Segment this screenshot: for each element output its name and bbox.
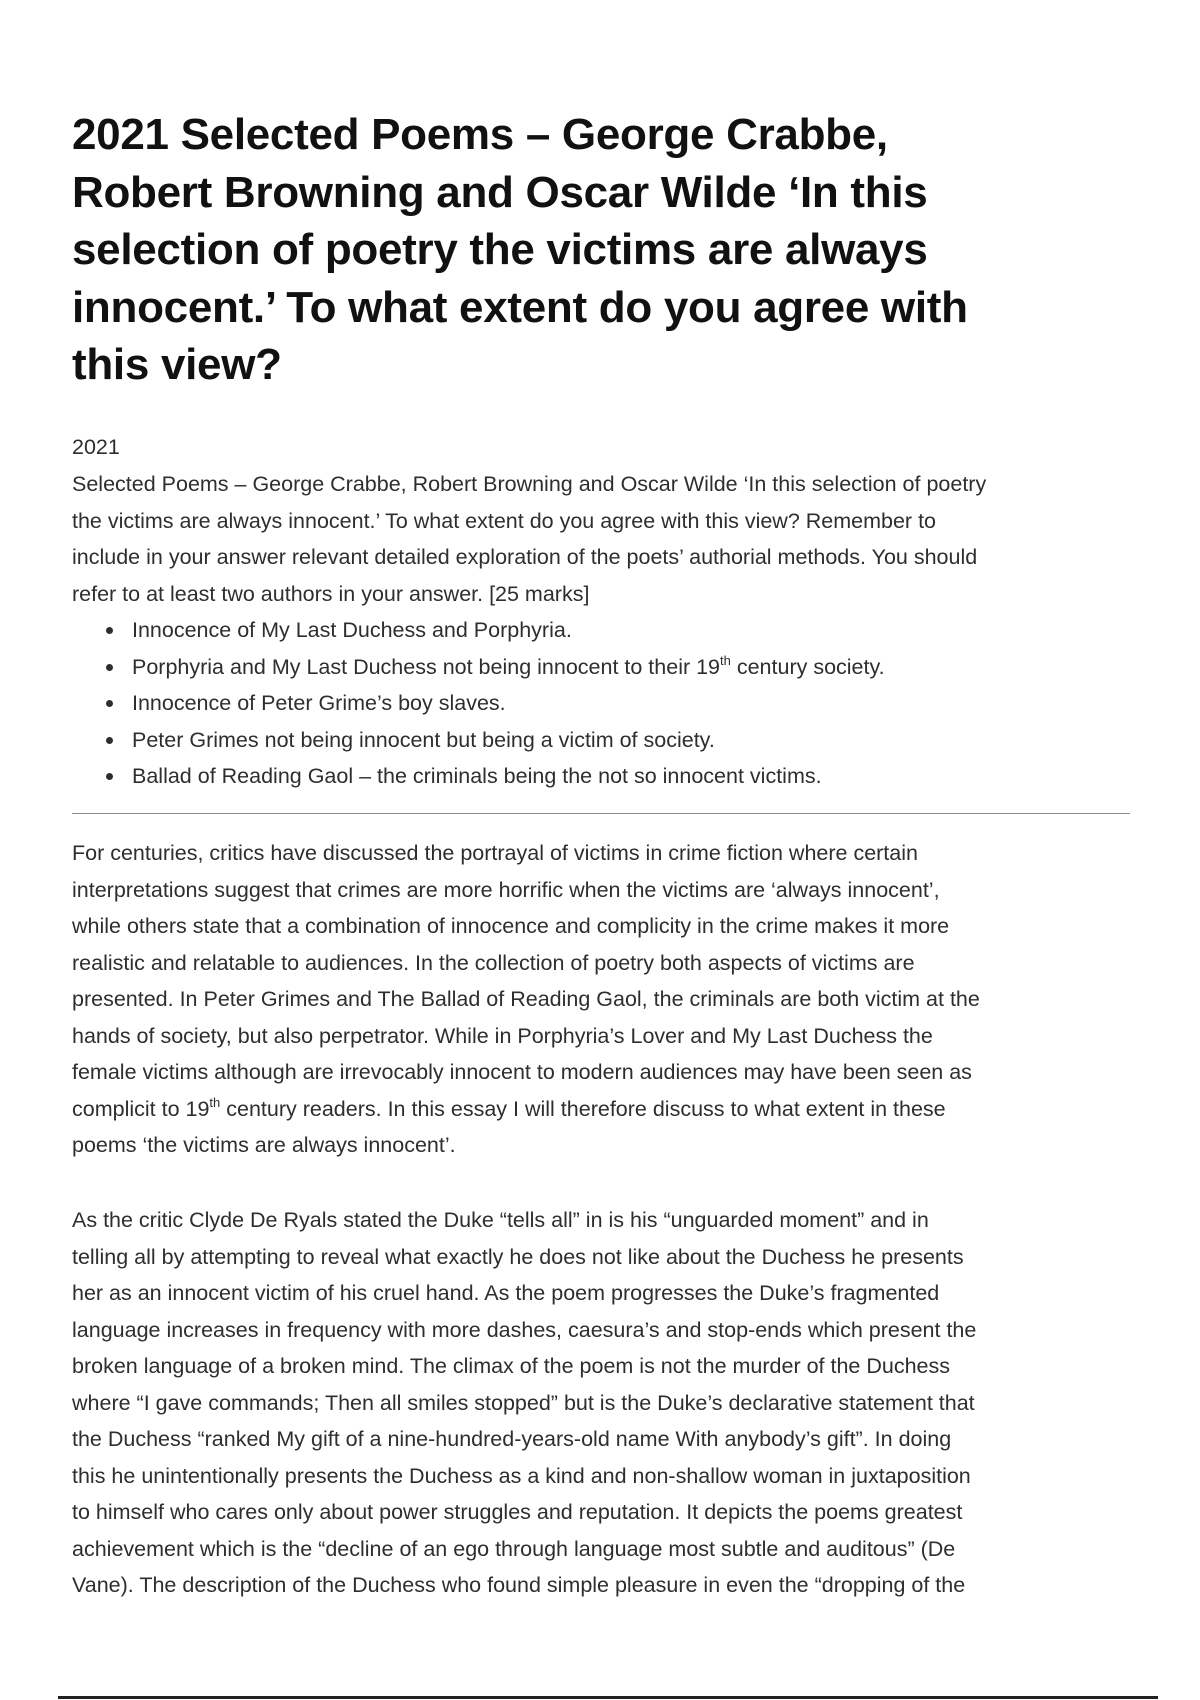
line-text: Ballad of Reading Gaol – the criminals being the not so innocent victims. bbox=[132, 764, 822, 789]
paragraph-line bbox=[72, 1054, 1182, 1091]
line-text: century readers. In this essay I will therefore discuss to what extent in these bbox=[220, 1096, 946, 1121]
line-text: interpretations suggest that crimes are more horrific when the victims are ‘always innocent’, bbox=[72, 877, 940, 902]
paragraph-line bbox=[72, 1531, 1182, 1568]
line-text: language increases in frequency with more dashes, caesura’s and stop-ends which present the bbox=[72, 1317, 977, 1342]
paragraph-line bbox=[72, 1421, 1182, 1458]
paragraph-line bbox=[72, 1385, 1182, 1422]
line-text: For centuries, critics have discussed the portrayal of victims in crime fiction where certain bbox=[72, 841, 918, 865]
paragraph-line bbox=[72, 835, 1182, 872]
line-text: century society. bbox=[730, 654, 885, 679]
line-text: presented. In Peter Grimes and The Ballad of Reading Gaol, the criminals are both victim at the bbox=[72, 987, 980, 1011]
line-text: achievement which is the “decline of an ego through language most subtle and auditous” (De bbox=[72, 1536, 956, 1561]
bullet-icon bbox=[106, 664, 113, 671]
paragraph-line bbox=[72, 945, 1182, 982]
line-text: complicit to 19 bbox=[72, 1096, 210, 1121]
body-paragraph bbox=[72, 1202, 1182, 1604]
title-line: Robert Browning and Oscar Wilde ‘In this bbox=[72, 167, 928, 217]
paragraph-line bbox=[72, 1348, 1182, 1385]
bullet-item bbox=[96, 649, 1200, 686]
question-line: the victims are always innocent.’ To what extent do you agree with this view? Remember to bbox=[72, 508, 936, 533]
title-line: 2021 Selected Poems – George Crabbe, bbox=[72, 110, 888, 159]
paragraph-line bbox=[72, 1239, 1182, 1276]
introduction-paragraph bbox=[72, 835, 1182, 1164]
line-text: to himself who cares only about power struggles and reputation. It depicts the poems greatest bbox=[72, 1500, 963, 1524]
line-text: hands of society, but also perpetrator. While in Porphyria’s Lover and My Last Duchess the bbox=[72, 1023, 933, 1048]
line-text: telling all by attempting to reveal what exactly he does not like about the Duchess he presents bbox=[72, 1244, 964, 1269]
line-text: Innocence of Peter Grime’s boy slaves. bbox=[132, 691, 506, 716]
question-line: refer to at least two authors in your answer. [25 marks] bbox=[72, 581, 590, 606]
line-text: As the critic Clyde De Ryals stated the Duke “tells all” in is his “unguarded moment” and in bbox=[72, 1208, 929, 1232]
paragraph-line bbox=[72, 1127, 1182, 1164]
bullet-icon bbox=[106, 773, 113, 780]
superscript: th bbox=[209, 1094, 221, 1110]
divider bbox=[72, 813, 1130, 814]
paragraph-line bbox=[72, 1567, 1182, 1604]
line-text: realistic and relatable to audiences. In the collection of poetry both aspects of victims are bbox=[72, 950, 915, 975]
page-bottom-rule bbox=[58, 1696, 1158, 1699]
paragraph-line bbox=[72, 981, 1182, 1018]
question-line: Selected Poems – George Crabbe, Robert Browning and Oscar Wilde ‘In this selection of poetry bbox=[72, 472, 987, 496]
line-text: while others state that a combination of innocence and complicity in the crime makes it more bbox=[72, 914, 950, 938]
bullet-icon bbox=[106, 627, 113, 634]
paragraph-line bbox=[72, 1312, 1182, 1349]
bullet-icon bbox=[106, 737, 113, 744]
bullet-item bbox=[96, 758, 1200, 795]
line-text: Porphyria and My Last Duchess not being innocent to their 19 bbox=[132, 654, 721, 679]
superscript: th bbox=[720, 652, 731, 668]
paragraph-line bbox=[72, 1458, 1182, 1495]
bullet-item bbox=[96, 612, 1200, 649]
line-text: Vane). The description of the Duchess who found simple pleasure in even the “dropping of the bbox=[72, 1573, 966, 1597]
paragraph-line bbox=[72, 872, 1182, 909]
line-text: female victims although are irrevocably innocent to modern audiences may have been seen as bbox=[72, 1060, 972, 1084]
line-text: this he unintentionally presents the Duchess as a kind and non-shallow woman in juxtaposition bbox=[72, 1463, 971, 1488]
question-line: include in your answer relevant detailed exploration of the poets’ authorial methods. You should bbox=[72, 545, 978, 569]
bullet-item bbox=[96, 722, 1200, 759]
page-title bbox=[72, 106, 1172, 394]
paragraph-line bbox=[72, 1091, 1182, 1128]
line-text: the Duchess “ranked My gift of a nine-hundred-years-old name With anybody’s gift”. In doing bbox=[72, 1427, 952, 1451]
line-text: poems ‘the victims are always innocent’. bbox=[72, 1133, 456, 1157]
line-text: her as an innocent victim of his cruel hand. As the poem progresses the Duke’s fragmented bbox=[72, 1281, 940, 1305]
paragraph-line bbox=[72, 1018, 1182, 1055]
paragraph-line bbox=[72, 1275, 1182, 1312]
bullet-item bbox=[96, 685, 1200, 722]
plan-bullet-list bbox=[96, 612, 1200, 795]
title-line: innocent.’ To what extent do you agree with bbox=[72, 282, 968, 332]
line-text: where “I gave commands; Then all smiles stopped” but is the Duke’s declarative statement that bbox=[72, 1390, 975, 1415]
line-text: broken language of a broken mind. The climax of the poem is not the murder of the Duchess bbox=[72, 1354, 951, 1378]
bullet-icon bbox=[106, 700, 113, 707]
title-line: selection of poetry the victims are always bbox=[72, 225, 928, 274]
year-label: 2021 bbox=[72, 435, 120, 459]
paragraph-line bbox=[72, 1494, 1182, 1531]
line-text: Innocence of My Last Duchess and Porphyria. bbox=[132, 618, 572, 642]
essay-question bbox=[72, 466, 1182, 612]
line-text: Peter Grimes not being innocent but being a victim of society. bbox=[132, 727, 715, 752]
paragraph-line bbox=[72, 908, 1182, 945]
title-line: this view? bbox=[72, 340, 282, 389]
paragraph-line bbox=[72, 1202, 1182, 1239]
